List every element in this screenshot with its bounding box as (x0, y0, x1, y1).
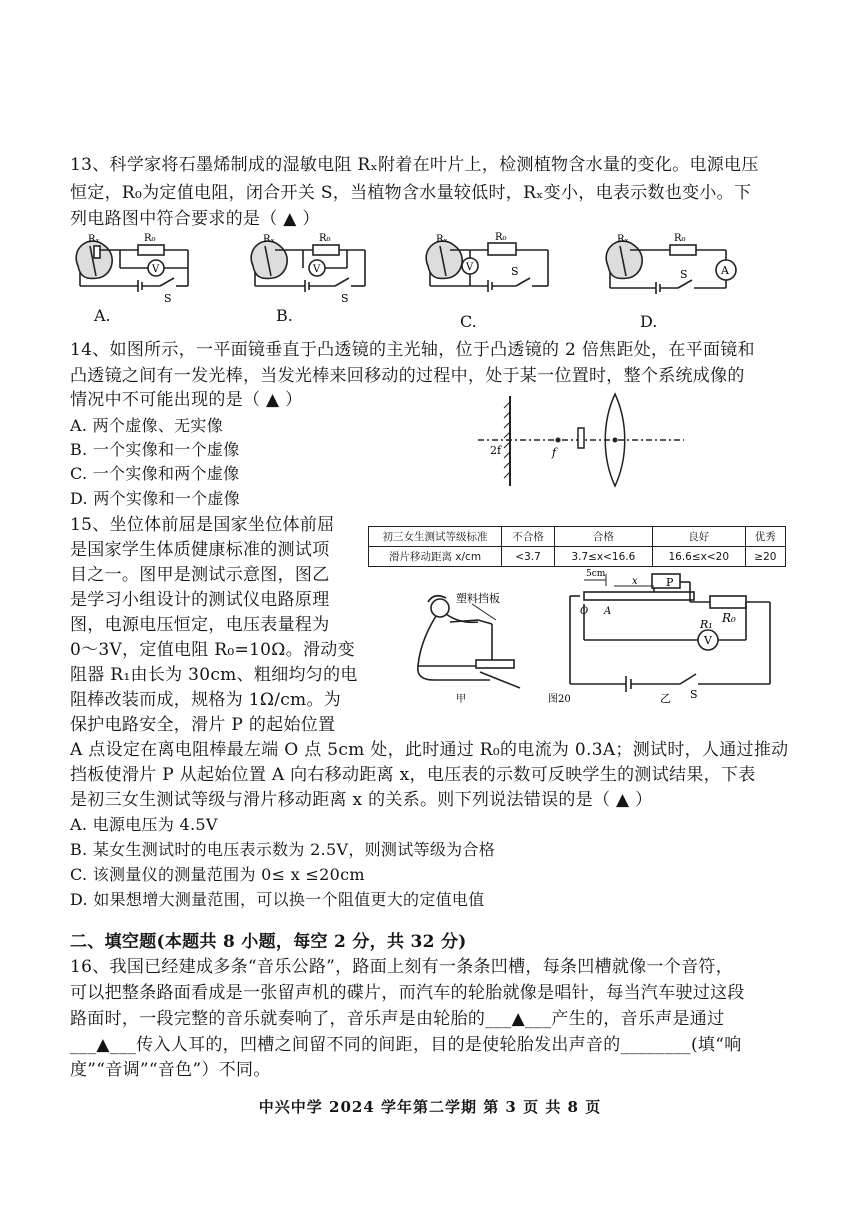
resistance-rod (584, 592, 694, 600)
q15-left-line-2: 是国家学生体质健康标准的测试项 (70, 540, 330, 560)
page-footer: 中兴中学 2024 学年第二学期 第 3 页 共 8 页 (258, 1098, 602, 1116)
q13-option-b: B. (276, 306, 293, 325)
fig-yi-label: 乙 (660, 692, 671, 705)
person-figure (418, 596, 520, 688)
q13-line-1: 13、科学家将石墨烯制成的湿敏电阻 Rₓ附着在叶片上，检测植物含水量的变化。电源电压 (70, 155, 759, 175)
a-point-label: A (604, 606, 612, 617)
q14-option-c: C. 一个实像和两个虚像 (70, 464, 240, 483)
q15-left-line-7: 阻器 R₁由长为 30cm、粗细均匀的电 (70, 665, 358, 685)
board-label: 塑料挡板 (456, 592, 500, 605)
circuit-d-s-label: S (680, 268, 688, 281)
circuit-c (426, 241, 548, 292)
table-cell: <3.7 (502, 547, 555, 567)
r1-label: R₁ (700, 618, 713, 631)
table-cell: 滑片移动距离 x/cm (369, 547, 502, 567)
circuit-c-r0-label: R₀ (495, 232, 507, 243)
q15-left-line-1: 15、坐位体前屈是国家坐位体前屈 (70, 515, 335, 535)
grade-table (368, 526, 786, 567)
circuit-yi (570, 574, 770, 692)
table-cell: 3.7≤x<16.6 (555, 547, 653, 567)
table-header-cell: 不合格 (502, 527, 555, 547)
q13-line-3: 列电路图中符合要求的是（ ▲ ） (70, 209, 320, 229)
q16-line-3: 路面时，一段完整的音乐就奏响了，音乐声是由轮胎的___▲___产生的，音乐声是通过 (70, 1009, 725, 1029)
q15-left-line-3: 目之一。图甲是测试示意图，图乙 (70, 565, 330, 585)
circuit-b (251, 241, 365, 292)
table-cell: ≥20 (745, 547, 785, 567)
q15-option-a: A. 电源电压为 4.5V (70, 815, 218, 834)
q15-figure (400, 562, 800, 710)
q14-option-a: A. 两个虚像、无实像 (70, 416, 224, 435)
q13-line-2: 恒定，R₀为定值电阻，闭合开关 S，当植物含水量较低时，Rₓ变小，电表示数也变小。下 (70, 183, 752, 203)
circuit-d-r0-label: R₀ (674, 233, 686, 244)
light-rod (578, 428, 584, 448)
table-header-cell: 良好 (652, 527, 745, 547)
q14-lens-diagram (470, 392, 690, 490)
table-cell: 16.6≤x<20 (652, 547, 745, 567)
q16-line-4: ___▲___传入人耳的，凹槽之间留不同的间距，目的是使轮胎发出声音的________(填“响 (70, 1035, 742, 1055)
p-label: P (666, 576, 674, 589)
table-header-cell: 合格 (555, 527, 653, 547)
circuit-a (76, 241, 188, 292)
q15-left-line-9: 保护电路安全，滑片 P 的起始位置 (70, 715, 336, 735)
f-label: f (552, 446, 557, 459)
five-cm-label: 5cm (586, 569, 606, 579)
circuit-d-rx-label: Rₓ (617, 234, 629, 245)
q15-line-2: 挡板使滑片 P 从起始位置 A 向右移动距离 x，电压表的示数可反映学生的测试结果，下表 (70, 765, 756, 785)
q14-line-2: 凸透镜之间有一发光棒，当发光棒来回移动的过程中，处于某一位置时，整个系统成像的 (70, 366, 745, 386)
circuit-c-rx-label: Rₓ (436, 234, 448, 245)
resistor-r0 (710, 596, 746, 608)
q14-option-d: D. 两个实像和一个虚像 (70, 489, 241, 508)
circuit-c-v-label: V (466, 262, 474, 273)
q16-line-5: 度”“音调”“音色”）不同。 (70, 1060, 271, 1080)
circuit-a-s-label: S (164, 292, 172, 305)
q13-option-d: D. (640, 312, 658, 331)
circuit-d (606, 241, 736, 294)
circuit-a-rx-label: Rₓ (88, 234, 100, 245)
q14-option-b: B. 一个实像和一个虚像 (70, 440, 240, 459)
circuit-b-r0-label: R₀ (319, 233, 331, 244)
q13-option-c: C. (460, 312, 477, 331)
q16-line-2: 可以把整条路面看成是一张留声机的碟片，而汽车的轮胎就像是唱针，每当汽车驶过这段 (70, 983, 745, 1003)
voltmeter-label: V (704, 634, 712, 647)
fig-jia-label: 甲 (456, 694, 466, 705)
q16-line-1: 16、我国已经建成多条“音乐公路”，路面上刻有一条条凹槽，每条凹槽就像一个音符， (70, 957, 734, 977)
q15-option-b: B. 某女生测试时的电压表示数为 2.5V，则测试等级为合格 (70, 840, 496, 859)
circuit-b-rx-label: Rₓ (263, 234, 275, 245)
q14-line-1: 14、如图所示，一平面镜垂直于凸透镜的主光轴，位于凸透镜的 2 倍焦距处，在平面镜和 (70, 340, 755, 360)
switch-s-label: S (690, 688, 698, 701)
table-header-cell: 初三女生测试等级标准 (369, 527, 502, 547)
q15-left-line-4: 是学习小组设计的测试仪电路原理 (70, 590, 330, 610)
x-label: x (632, 576, 638, 587)
q13-option-a: A. (94, 306, 111, 325)
table-header-cell: 优秀 (745, 527, 785, 547)
q15-line-3: 是初三女生测试等级与滑片移动距离 x 的关系。则下列说法错误的是（ ▲ ） (70, 790, 653, 810)
circuit-a-v-label: V (152, 264, 160, 275)
q15-option-d: D. 如果想增大测量范围，可以换一个阻值更大的定值电值 (70, 890, 485, 909)
fig-number-label: 图20 (548, 694, 571, 705)
section-2-title: 二、填空题(本题共 8 小题，每空 2 分，共 32 分) (70, 932, 467, 952)
q14-line-3: 情况中不可能出现的是（ ▲ ） (70, 390, 303, 410)
circuit-b-s-label: S (341, 292, 349, 305)
q13-circuit-options (60, 228, 740, 338)
circuit-c-s-label: S (511, 265, 519, 278)
r0-label: R₀ (722, 611, 736, 625)
q15-option-c: C. 该测量仪的测量范围为 0≤ x ≤20cm (70, 865, 365, 884)
q15-left-line-5: 图，电源电压恒定，电压表量程为 (70, 615, 330, 635)
q15-line-1: A 点设定在离电阻棒最左端 O 点 5cm 处，此时通过 R₀的电流为 0.3A；测试时，人通过推动 (70, 740, 789, 760)
q15-left-line-8: 阻棒改装而成，规格为 1Ω/cm。为 (70, 690, 342, 710)
two-f-label: 2f (490, 444, 502, 457)
grade-table-header-row (369, 527, 786, 547)
q15-left-line-6: 0～3V，定值电阻 R₀=10Ω。滑动变 (70, 640, 355, 660)
circuit-a-r0-label: R₀ (144, 233, 156, 244)
o-point-label: O (580, 606, 589, 617)
circuit-d-a-label: A (721, 264, 729, 277)
circuit-b-v-label: V (313, 264, 321, 275)
